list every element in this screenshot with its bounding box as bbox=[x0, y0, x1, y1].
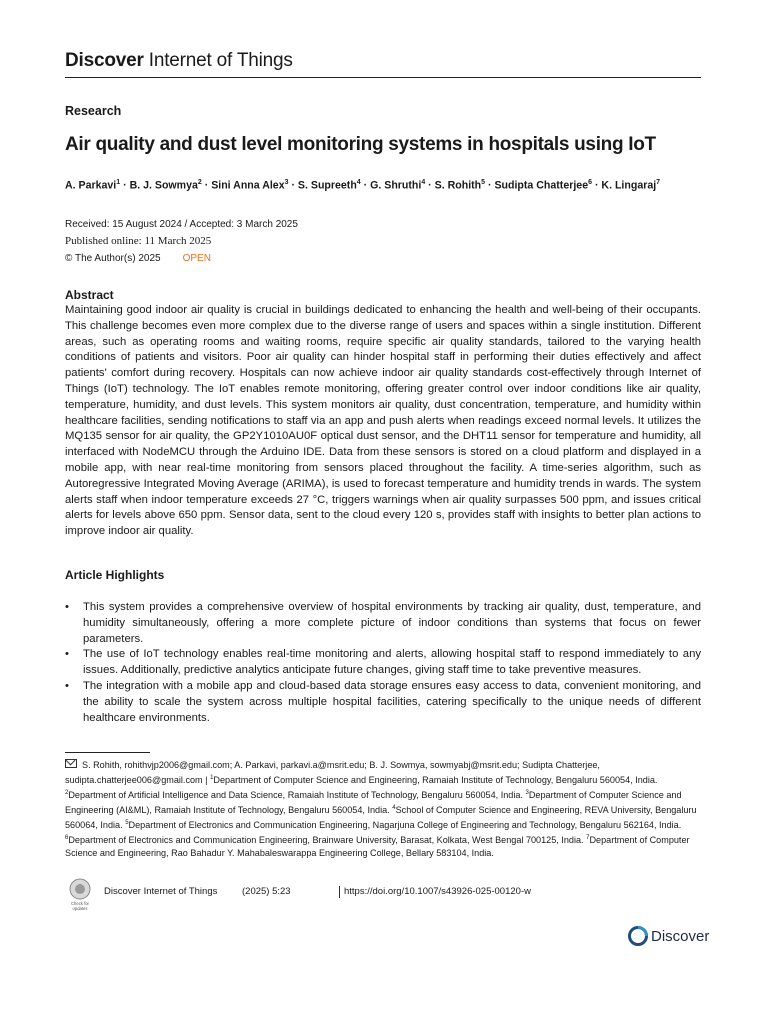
journal-name-bold: Discover bbox=[65, 50, 144, 71]
publication-dates bbox=[65, 216, 298, 267]
header-rule bbox=[65, 77, 701, 78]
received-accepted-date: Received: 15 August 2024 / Accepted: 3 March 2025 bbox=[65, 219, 298, 230]
abstract-heading: Abstract bbox=[65, 288, 114, 302]
author-list bbox=[65, 179, 705, 192]
author-separator: · bbox=[425, 179, 435, 192]
contact-emails[interactable]: S. Rohith, rohithvjp2006@gmail.com; A. Parkavi, parkavi.a@msrit.edu; B. J. Sowmya, sowmyabj@msrit.edu; Sudipta Chatterjee, sudipta.chatterjee006@gmail.com | bbox=[65, 760, 600, 785]
footer-separator bbox=[339, 886, 340, 898]
author-separator: · bbox=[120, 179, 130, 192]
author-affiliation-number: 1 bbox=[116, 179, 121, 186]
check-for-updates-icon[interactable] bbox=[65, 878, 95, 914]
highlight-item bbox=[65, 679, 701, 726]
author[interactable]: S. Supreeth bbox=[297, 179, 357, 192]
highlight-text: This system provides a comprehensive overview of hospital environments by tracking air quality, dust, temperature, and humidity simultaneously, offering a more complete picture of indoor conditions than systems that focus on fewer parameters. bbox=[83, 601, 701, 645]
footer-journal: Discover Internet of Things bbox=[104, 886, 218, 897]
affiliation: $^2$Department of Artificial Intelligence and Data Science, Ramaiah Institute of Technology, Bengaluru 560054, India. bbox=[65, 789, 523, 800]
highlight-item bbox=[65, 600, 701, 647]
author-separator: · bbox=[592, 179, 602, 192]
author[interactable]: Sudipta Chatterjee bbox=[494, 179, 589, 192]
author-separator: · bbox=[288, 179, 298, 192]
discover-logo[interactable] bbox=[628, 926, 709, 946]
affiliation: $^3$Department of Computer Science and Engineering (AI&ML), Ramaiah Institute of Technology, Bengaluru 560054, India. bbox=[65, 789, 682, 815]
author[interactable]: K. Lingaraj bbox=[601, 179, 657, 192]
highlights-heading: Article Highlights bbox=[65, 568, 165, 582]
journal-header[interactable] bbox=[65, 50, 293, 72]
journal-name-rest: Internet of Things bbox=[143, 50, 293, 71]
badge-line-1: Check for bbox=[71, 901, 89, 906]
highlights-list bbox=[65, 600, 701, 726]
article-title: Air quality and dust level monitoring systems in hospitals using IoT bbox=[65, 134, 656, 155]
envelope-icon bbox=[65, 759, 77, 768]
highlight-item bbox=[65, 647, 701, 679]
affiliation: $^1$Department of Computer Science and Engineering, Ramaiah Institute of Technology, Bengaluru 560054, India. bbox=[210, 774, 658, 785]
discover-logo-icon bbox=[628, 926, 648, 946]
open-access-badge[interactable]: OPEN bbox=[182, 253, 211, 264]
bullet-icon: • bbox=[65, 648, 69, 661]
footnote-rule bbox=[65, 752, 150, 753]
affiliation: $^7$Department of Computer Science and Engineering, Rao Bahadur Y. Mahabaleswarappa Engineering College, Bellary 583104, India. bbox=[65, 834, 690, 858]
copyright-text: © The Author(s) 2025 bbox=[65, 253, 161, 264]
author[interactable]: B. J. Sowmya bbox=[129, 179, 198, 192]
affiliation: $^6$Department of Electronics and Communication Engineering, Brainware University, Barasat, Kolkata, West Bengal 700125, India. bbox=[65, 834, 584, 845]
discover-logo-text: Discover bbox=[651, 927, 710, 945]
author-affiliation-number: 2 bbox=[197, 179, 202, 186]
badge-line-2: updates bbox=[72, 906, 88, 911]
author[interactable]: Sini Anna Alex bbox=[211, 179, 285, 192]
author-separator: · bbox=[201, 179, 212, 192]
affiliation: $^5$Department of Electronics and Communication Engineering, Nagarjuna College of Engineering and Technology, Bengaluru 562164, India. bbox=[125, 819, 682, 830]
copyright-line bbox=[65, 250, 298, 267]
author-separator: · bbox=[485, 179, 495, 192]
bullet-icon: • bbox=[65, 679, 69, 692]
author-affiliation-number: 4 bbox=[421, 179, 426, 186]
doi-link[interactable]: https://doi.org/10.1007/s43926-025-00120-w bbox=[344, 886, 531, 897]
correspondence-footnote bbox=[65, 759, 701, 860]
footer-volume: (2025) 5:23 bbox=[242, 886, 291, 897]
author-affiliation-number: 6 bbox=[588, 179, 592, 186]
author-separator: · bbox=[360, 179, 371, 192]
author[interactable]: A. Parkavi bbox=[65, 179, 117, 192]
author-affiliation-number: 3 bbox=[284, 179, 289, 186]
highlight-text: The integration with a mobile app and cloud-based data storage ensures easy access to data, convenient monitoring, and the ability to scale the system across multiple hospital facilities, catering specifically to the unique needs of different healthcare environments. bbox=[83, 679, 701, 724]
affiliation: $^4$School of Computer Science and Engineering, REVA University, Bengaluru 560064, India. bbox=[65, 804, 697, 830]
highlight-text: The use of IoT technology enables real-time monitoring and alerts, allowing hospital staff to respond immediately to any issues. Additionally, predictive analytics anticipate future changes, giving staff time to take preventive measures. bbox=[83, 648, 701, 677]
author[interactable]: S. Rohith bbox=[434, 179, 482, 192]
author-affiliation-number: 7 bbox=[656, 179, 661, 186]
abstract-text: Maintaining good indoor air quality is crucial in buildings dedicated to enhancing the health and well-being of their occupants. This challenge becomes even more complex due to the diverse range of users and spaces within a single institution. Different areas, such as operating rooms and waiting rooms, require specific air quality standards, tailored to the varying health conditions of patients and visitors. Poor air quality can hinder hospital staff in performing their duties effectively and affect patients' comfort during recovery. Hospitals can now achieve indoor air quality standards cost-effectively through Internet of Things (IoT) technology. The IoT enables remote monitoring, offering greater control over indoor conditions like air quality, temperature, humidity, and dust levels. This system monitors air quality, dust concentration, temperature, and humidity within healthcare facilities, sending notifications to staff via an app and push alerts when readings exceed normal levels. It utilizes the MQ135 sensor for air quality, the GP2Y1010AU0F optical dust sensor, and the DHT11 sensor for temperature and humidity, all interfaced with NodeMCU through the Arduino IDE. Data from these sensors is stored on a cloud platform and displayed in a mobile app, with near real-time monitoring from sensors placed throughout the facility. A time-series algorithm, such as Autoregressive Integrated Moving Average (ARIMA), is used to forecast temperature and humidity trends in wards. The system alerts staff when indoor temperature exceeds 27 °C, triggers warnings when air quality surpasses 500 ppm, and issues critical alerts for levels above 650 ppm. Sensor data, sent to the cloud every 120 s, provides staff with insights to better plan actions to improve indoor air quality. bbox=[65, 304, 701, 538]
author-affiliation-number: 5 bbox=[481, 179, 486, 186]
bullet-icon: • bbox=[65, 601, 69, 613]
author-affiliation-number: 4 bbox=[356, 179, 361, 186]
published-online-date: Published online: 11 March 2025 bbox=[65, 235, 212, 247]
article-type-label: Research bbox=[65, 104, 122, 118]
author[interactable]: G. Shruthi bbox=[370, 179, 422, 192]
